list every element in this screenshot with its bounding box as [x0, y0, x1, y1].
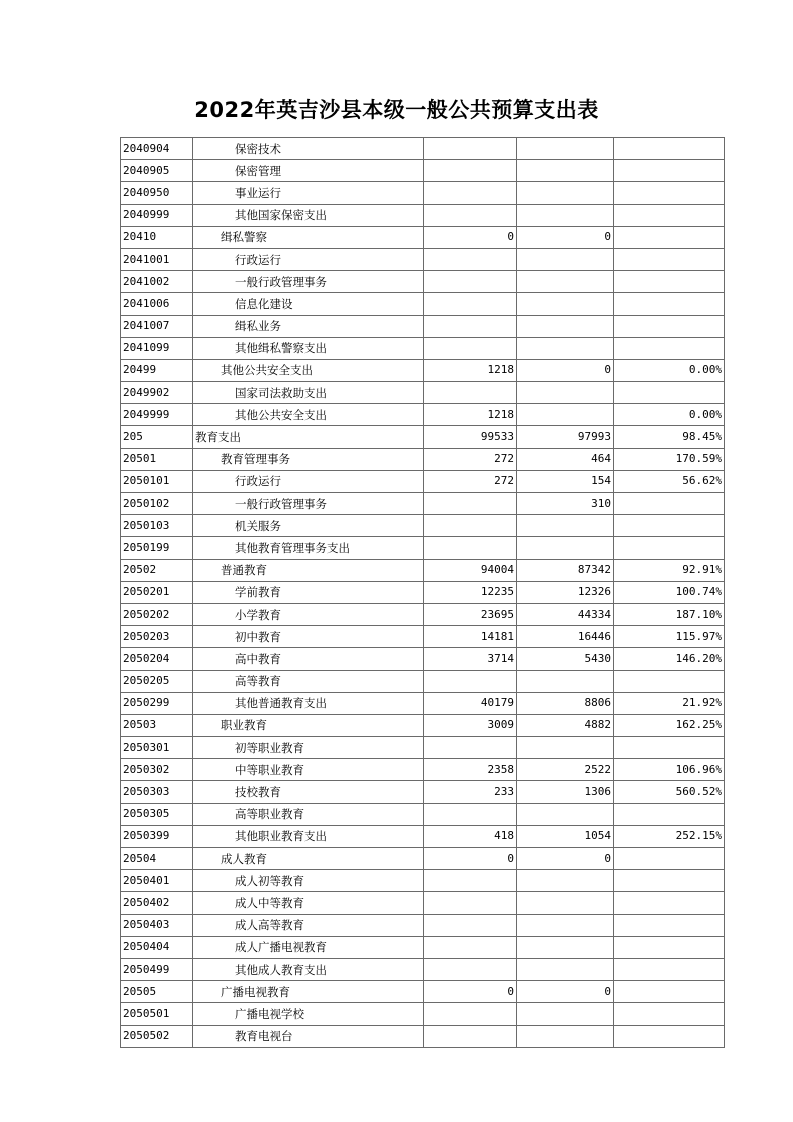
actual-value-cell: [517, 138, 614, 160]
budget-value-cell: 0: [424, 226, 517, 248]
ratio-cell: 21.92%: [614, 692, 725, 714]
budget-value-cell: [424, 737, 517, 759]
table-row: [121, 248, 725, 270]
ratio-cell: [614, 204, 725, 226]
actual-value-cell: 1306: [517, 781, 614, 803]
budget-value-cell: [424, 271, 517, 293]
subject-name-cell: 小学教育: [193, 603, 424, 625]
table-row: [121, 493, 725, 515]
actual-value-cell: 2522: [517, 759, 614, 781]
subject-name-cell: 学前教育: [193, 581, 424, 603]
subject-name-cell: 普通教育: [193, 559, 424, 581]
subject-name-cell: 其他国家保密支出: [193, 204, 424, 226]
subject-code-cell: 2041099: [121, 337, 193, 359]
subject-name-cell: 缉私警察: [193, 226, 424, 248]
ratio-cell: 162.25%: [614, 714, 725, 736]
subject-code-cell: 2041001: [121, 248, 193, 270]
subject-code-cell: 2041007: [121, 315, 193, 337]
subject-name-cell: 机关服务: [193, 515, 424, 537]
ratio-cell: 146.20%: [614, 648, 725, 670]
table-row: [121, 936, 725, 958]
budget-value-cell: 94004: [424, 559, 517, 581]
table-row: [121, 603, 725, 625]
table-row: [121, 981, 725, 1003]
table-row: [121, 559, 725, 581]
budget-value-cell: 1218: [424, 404, 517, 426]
actual-value-cell: [517, 160, 614, 182]
subject-code-cell: 2050203: [121, 626, 193, 648]
subject-code-cell: 2050205: [121, 670, 193, 692]
subject-code-cell: 2050202: [121, 603, 193, 625]
subject-name-cell: 其他普通教育支出: [193, 692, 424, 714]
actual-value-cell: 4882: [517, 714, 614, 736]
table-row: [121, 914, 725, 936]
subject-name-cell: 广播电视学校: [193, 1003, 424, 1025]
actual-value-cell: 12326: [517, 581, 614, 603]
budget-value-cell: [424, 936, 517, 958]
ratio-cell: [614, 160, 725, 182]
subject-code-cell: 2050302: [121, 759, 193, 781]
budget-value-cell: [424, 892, 517, 914]
ratio-cell: [614, 226, 725, 248]
table-row: [121, 293, 725, 315]
table-row: [121, 692, 725, 714]
table-row: [121, 1003, 725, 1025]
subject-name-cell: 成人高等教育: [193, 914, 424, 936]
subject-code-cell: 2050204: [121, 648, 193, 670]
table-row: [121, 404, 725, 426]
subject-code-cell: 20501: [121, 448, 193, 470]
subject-code-cell: 2050301: [121, 737, 193, 759]
budget-value-cell: 0: [424, 981, 517, 1003]
table-row: [121, 448, 725, 470]
actual-value-cell: [517, 204, 614, 226]
actual-value-cell: 16446: [517, 626, 614, 648]
actual-value-cell: 44334: [517, 603, 614, 625]
actual-value-cell: [517, 936, 614, 958]
table-row: [121, 870, 725, 892]
subject-code-cell: 2041006: [121, 293, 193, 315]
ratio-cell: [614, 271, 725, 293]
budget-value-cell: 272: [424, 470, 517, 492]
ratio-cell: [614, 981, 725, 1003]
table-row: [121, 426, 725, 448]
table-row: [121, 204, 725, 226]
ratio-cell: 100.74%: [614, 581, 725, 603]
actual-value-cell: 0: [517, 981, 614, 1003]
budget-value-cell: [424, 204, 517, 226]
budget-value-cell: 272: [424, 448, 517, 470]
table-row: [121, 382, 725, 404]
subject-code-cell: 20503: [121, 714, 193, 736]
budget-value-cell: [424, 182, 517, 204]
actual-value-cell: [517, 271, 614, 293]
ratio-cell: [614, 382, 725, 404]
ratio-cell: [614, 848, 725, 870]
actual-value-cell: [517, 248, 614, 270]
subject-code-cell: 2050199: [121, 537, 193, 559]
actual-value-cell: 87342: [517, 559, 614, 581]
ratio-cell: [614, 892, 725, 914]
budget-value-cell: [424, 1025, 517, 1047]
table-row: [121, 470, 725, 492]
subject-name-cell: 国家司法救助支出: [193, 382, 424, 404]
subject-name-cell: 其他教育管理事务支出: [193, 537, 424, 559]
actual-value-cell: [517, 315, 614, 337]
subject-name-cell: 行政运行: [193, 470, 424, 492]
actual-value-cell: [517, 182, 614, 204]
table-row: [121, 138, 725, 160]
subject-code-cell: 2040999: [121, 204, 193, 226]
actual-value-cell: 5430: [517, 648, 614, 670]
actual-value-cell: [517, 382, 614, 404]
actual-value-cell: [517, 293, 614, 315]
actual-value-cell: 154: [517, 470, 614, 492]
subject-code-cell: 20410: [121, 226, 193, 248]
table-row: [121, 359, 725, 381]
subject-code-cell: 205: [121, 426, 193, 448]
table-row: [121, 515, 725, 537]
ratio-cell: 187.10%: [614, 603, 725, 625]
subject-name-cell: 初中教育: [193, 626, 424, 648]
ratio-cell: [614, 248, 725, 270]
table-row: [121, 759, 725, 781]
budget-table: [120, 137, 725, 1048]
subject-code-cell: 2050102: [121, 493, 193, 515]
ratio-cell: [614, 958, 725, 980]
subject-name-cell: 其他公共安全支出: [193, 404, 424, 426]
subject-code-cell: 2050303: [121, 781, 193, 803]
subject-name-cell: 其他职业教育支出: [193, 825, 424, 847]
subject-code-cell: 2050399: [121, 825, 193, 847]
subject-name-cell: 成人中等教育: [193, 892, 424, 914]
subject-code-cell: 20502: [121, 559, 193, 581]
actual-value-cell: [517, 537, 614, 559]
budget-value-cell: [424, 537, 517, 559]
subject-name-cell: 保密管理: [193, 160, 424, 182]
budget-value-cell: [424, 1003, 517, 1025]
subject-code-cell: 2050305: [121, 803, 193, 825]
ratio-cell: [614, 1025, 725, 1047]
budget-value-cell: 40179: [424, 692, 517, 714]
ratio-cell: [614, 803, 725, 825]
actual-value-cell: [517, 870, 614, 892]
ratio-cell: [614, 936, 725, 958]
subject-name-cell: 其他缉私警察支出: [193, 337, 424, 359]
table-row: [121, 670, 725, 692]
table-row: [121, 737, 725, 759]
subject-code-cell: 2050401: [121, 870, 193, 892]
budget-value-cell: [424, 160, 517, 182]
ratio-cell: [614, 337, 725, 359]
ratio-cell: 252.15%: [614, 825, 725, 847]
actual-value-cell: 97993: [517, 426, 614, 448]
ratio-cell: [614, 737, 725, 759]
table-row: [121, 271, 725, 293]
ratio-cell: [614, 293, 725, 315]
budget-value-cell: [424, 958, 517, 980]
actual-value-cell: [517, 515, 614, 537]
ratio-cell: [614, 670, 725, 692]
budget-value-cell: 233: [424, 781, 517, 803]
budget-value-cell: 1218: [424, 359, 517, 381]
table-row: [121, 648, 725, 670]
subject-name-cell: 教育电视台: [193, 1025, 424, 1047]
budget-value-cell: 23695: [424, 603, 517, 625]
subject-name-cell: 广播电视教育: [193, 981, 424, 1003]
actual-value-cell: 0: [517, 359, 614, 381]
actual-value-cell: [517, 737, 614, 759]
subject-code-cell: 2050499: [121, 958, 193, 980]
ratio-cell: [614, 1003, 725, 1025]
budget-value-cell: 3714: [424, 648, 517, 670]
page-title: 2022年英吉沙县本级一般公共预算支出表: [194, 98, 599, 122]
budget-value-cell: 99533: [424, 426, 517, 448]
subject-name-cell: 初等职业教育: [193, 737, 424, 759]
actual-value-cell: [517, 337, 614, 359]
subject-name-cell: 中等职业教育: [193, 759, 424, 781]
actual-value-cell: 464: [517, 448, 614, 470]
subject-name-cell: 成人广播电视教育: [193, 936, 424, 958]
ratio-cell: [614, 870, 725, 892]
actual-value-cell: [517, 803, 614, 825]
budget-value-cell: 2358: [424, 759, 517, 781]
actual-value-cell: 0: [517, 226, 614, 248]
subject-code-cell: 2050299: [121, 692, 193, 714]
subject-code-cell: 2040950: [121, 182, 193, 204]
subject-code-cell: 2050402: [121, 892, 193, 914]
table-row: [121, 848, 725, 870]
table-row: [121, 803, 725, 825]
subject-name-cell: 成人初等教育: [193, 870, 424, 892]
budget-value-cell: [424, 870, 517, 892]
actual-value-cell: [517, 958, 614, 980]
table-row: [121, 892, 725, 914]
budget-value-cell: [424, 515, 517, 537]
table-row: [121, 825, 725, 847]
table-row: [121, 1025, 725, 1047]
budget-value-cell: [424, 803, 517, 825]
subject-code-cell: 2050403: [121, 914, 193, 936]
ratio-cell: [614, 182, 725, 204]
subject-code-cell: 2050103: [121, 515, 193, 537]
ratio-cell: 106.96%: [614, 759, 725, 781]
subject-name-cell: 事业运行: [193, 182, 424, 204]
subject-name-cell: 保密技术: [193, 138, 424, 160]
budget-value-cell: 0: [424, 848, 517, 870]
actual-value-cell: 8806: [517, 692, 614, 714]
subject-name-cell: 职业教育: [193, 714, 424, 736]
subject-name-cell: 高等教育: [193, 670, 424, 692]
budget-value-cell: 12235: [424, 581, 517, 603]
ratio-cell: 56.62%: [614, 470, 725, 492]
budget-value-cell: [424, 337, 517, 359]
budget-value-cell: 14181: [424, 626, 517, 648]
budget-value-cell: [424, 670, 517, 692]
subject-code-cell: 20499: [121, 359, 193, 381]
budget-value-cell: [424, 382, 517, 404]
actual-value-cell: [517, 404, 614, 426]
table-row: [121, 781, 725, 803]
ratio-cell: [614, 537, 725, 559]
subject-name-cell: 一般行政管理事务: [193, 493, 424, 515]
ratio-cell: [614, 315, 725, 337]
table-row: [121, 337, 725, 359]
ratio-cell: [614, 493, 725, 515]
subject-code-cell: 2041002: [121, 271, 193, 293]
table-row: [121, 160, 725, 182]
table-row: [121, 714, 725, 736]
subject-code-cell: 2040905: [121, 160, 193, 182]
subject-name-cell: 教育管理事务: [193, 448, 424, 470]
subject-name-cell: 行政运行: [193, 248, 424, 270]
actual-value-cell: 310: [517, 493, 614, 515]
ratio-cell: [614, 515, 725, 537]
subject-name-cell: 高中教育: [193, 648, 424, 670]
budget-value-cell: [424, 138, 517, 160]
table-row: [121, 537, 725, 559]
subject-code-cell: 20505: [121, 981, 193, 1003]
subject-name-cell: 技校教育: [193, 781, 424, 803]
ratio-cell: [614, 138, 725, 160]
budget-value-cell: [424, 293, 517, 315]
subject-code-cell: 2049902: [121, 382, 193, 404]
ratio-cell: 98.45%: [614, 426, 725, 448]
subject-name-cell: 一般行政管理事务: [193, 271, 424, 293]
budget-table-body: [121, 138, 725, 1048]
actual-value-cell: [517, 1003, 614, 1025]
subject-code-cell: 20504: [121, 848, 193, 870]
subject-name-cell: 高等职业教育: [193, 803, 424, 825]
ratio-cell: 0.00%: [614, 404, 725, 426]
subject-code-cell: 2050501: [121, 1003, 193, 1025]
budget-value-cell: [424, 914, 517, 936]
actual-value-cell: 0: [517, 848, 614, 870]
table-row: [121, 626, 725, 648]
subject-code-cell: 2049999: [121, 404, 193, 426]
ratio-cell: 560.52%: [614, 781, 725, 803]
budget-value-cell: 418: [424, 825, 517, 847]
subject-name-cell: 其他公共安全支出: [193, 359, 424, 381]
budget-value-cell: [424, 248, 517, 270]
budget-value-cell: [424, 315, 517, 337]
ratio-cell: 115.97%: [614, 626, 725, 648]
actual-value-cell: [517, 892, 614, 914]
actual-value-cell: [517, 670, 614, 692]
table-row: [121, 226, 725, 248]
subject-code-cell: 2050101: [121, 470, 193, 492]
subject-name-cell: 成人教育: [193, 848, 424, 870]
subject-name-cell: 其他成人教育支出: [193, 958, 424, 980]
actual-value-cell: [517, 1025, 614, 1047]
ratio-cell: 92.91%: [614, 559, 725, 581]
subject-name-cell: 教育支出: [193, 426, 424, 448]
subject-code-cell: 2050502: [121, 1025, 193, 1047]
ratio-cell: [614, 914, 725, 936]
subject-name-cell: 缉私业务: [193, 315, 424, 337]
subject-name-cell: 信息化建设: [193, 293, 424, 315]
budget-value-cell: [424, 493, 517, 515]
subject-code-cell: 2050201: [121, 581, 193, 603]
table-row: [121, 581, 725, 603]
subject-code-cell: 2050404: [121, 936, 193, 958]
budget-value-cell: 3009: [424, 714, 517, 736]
actual-value-cell: [517, 914, 614, 936]
ratio-cell: 0.00%: [614, 359, 725, 381]
table-row: [121, 958, 725, 980]
subject-code-cell: 2040904: [121, 138, 193, 160]
ratio-cell: 170.59%: [614, 448, 725, 470]
table-row: [121, 182, 725, 204]
actual-value-cell: 1054: [517, 825, 614, 847]
table-row: [121, 315, 725, 337]
